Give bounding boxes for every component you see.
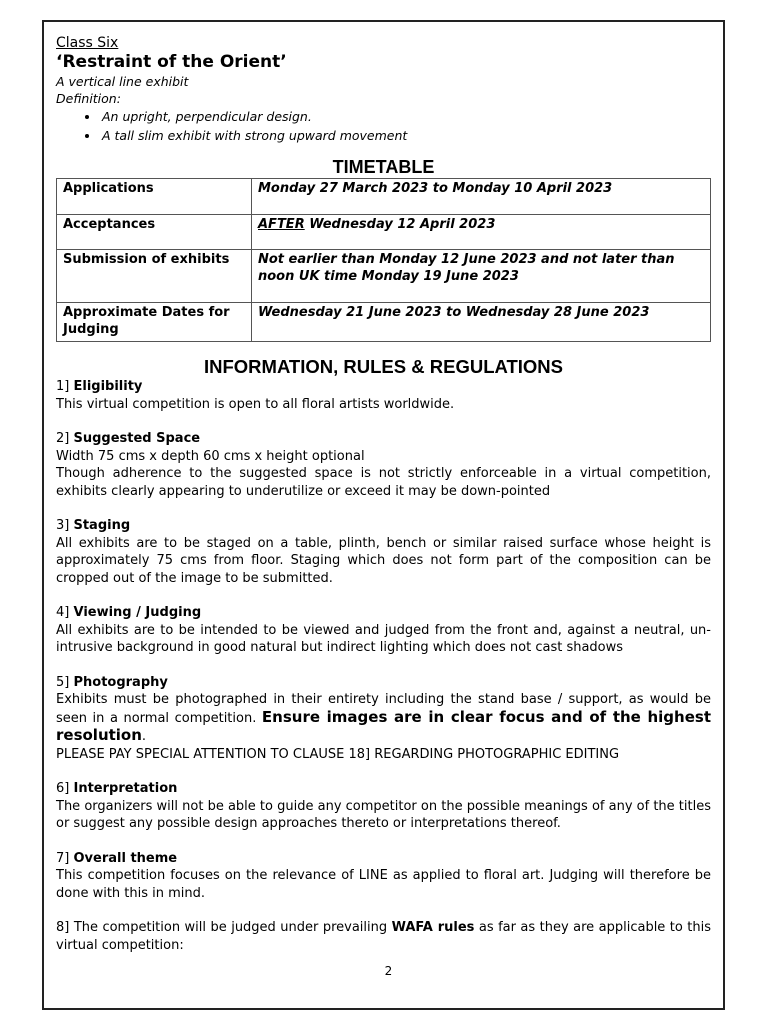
row-label: Submission of exhibits: [57, 250, 252, 303]
rule-staging: [56, 517, 711, 587]
document-body: [56, 34, 711, 954]
rule-number: 2]: [56, 431, 70, 446]
table-row: [57, 179, 711, 215]
row-value: Wednesday 21 June 2023 to Wednesday 28 June 2023: [252, 303, 711, 342]
rule-body-emphasis: Ensure images are in clear focus and of the highest resolution: [56, 707, 711, 744]
rule-wafa: [56, 919, 711, 954]
rule-body-2: PLEASE PAY SPECIAL ATTENTION TO CLAUSE 18] REGARDING PHOTOGRAPHIC EDITING: [56, 746, 620, 762]
rule-body-2: Though adherence to the suggested space is not strictly enforceable in a virtual competition, exhibits clearly appearing to underutilize or exceed it may be down-pointed: [56, 466, 711, 499]
wafa-rules-emphasis: WAFA rules: [391, 920, 475, 935]
page-number: 2: [384, 964, 393, 978]
after-emphasis: AFTER: [258, 217, 305, 232]
rule-body: [56, 691, 711, 746]
row-value-rest: Wednesday 12 April 2023: [304, 217, 496, 232]
row-value: Not earlier than Monday 12 June 2023 and not later than noon UK time Monday 19 June 2023: [252, 250, 711, 303]
row-value: [252, 215, 711, 250]
rule-body: The organizers will not be able to guide any competitor on the possible meanings of any of the titles or suggest any possible design approaches thereto or interpretations thereof.: [56, 798, 711, 831]
class-title: ‘Restraint of the Orient’: [56, 52, 287, 72]
rule-body: Width 75 cms x depth 60 cms x height optional: [56, 448, 365, 464]
rule-overall-theme: [56, 850, 711, 903]
rules-heading: INFORMATION, RULES & REGULATIONS: [203, 356, 564, 377]
rule-text-b: as far as they are applicable to this virtual competition:: [56, 920, 712, 953]
table-row: [57, 303, 711, 342]
rule-body: This competition focuses on the relevance of LINE as applied to floral art. Judging will therefore be done with this in mind.: [56, 868, 711, 901]
rule-number: 6]: [56, 781, 70, 796]
rule-body-end: .: [141, 729, 147, 744]
rule-body: This virtual competition is open to all floral artists worldwide.: [56, 396, 455, 412]
rule-heading: Eligibility: [73, 379, 143, 394]
rule-heading: Viewing / Judging: [73, 605, 202, 620]
rule-number: 8]: [56, 920, 70, 935]
table-row: [57, 250, 711, 303]
rule-body-text: Exhibits must be photographed in their entirety including the stand base / support, as would be seen in a normal competition.: [56, 692, 711, 726]
row-label: Acceptances: [57, 215, 252, 250]
rule-number: 5]: [56, 674, 70, 690]
timetable-heading: TIMETABLE: [332, 157, 435, 177]
row-label: Approximate Dates for Judging: [57, 303, 252, 342]
row-value: Monday 27 March 2023 to Monday 10 April 2023: [252, 179, 711, 215]
definition-item: • A tall slim exhibit with strong upward movement: [100, 126, 711, 145]
definition-label: Definition:: [56, 91, 121, 106]
rule-body: All exhibits are to be staged on a table, plinth, bench or similar raised surface whose height is approximately 75 cms from floor. Staging which does not form part of the composition can be cropped out of the image to be submitted.: [56, 535, 711, 586]
rule-number: 7]: [56, 850, 70, 866]
class-label: Class Six: [56, 35, 119, 51]
rule-heading: Interpretation: [73, 781, 178, 796]
rule-heading: Photography: [73, 674, 168, 690]
row-label: Applications: [57, 179, 252, 215]
rule-viewing-judging: [56, 604, 711, 657]
rule-text-a: The competition will be judged under prevailing: [73, 920, 392, 935]
table-row: [57, 215, 711, 250]
rule-eligibility: [56, 378, 711, 413]
rule-interpretation: [56, 780, 711, 833]
rule-number: 1]: [56, 379, 70, 394]
rule-heading: Staging: [73, 518, 131, 533]
timetable-table: [56, 178, 711, 342]
rule-body: All exhibits are to be intended to be viewed and judged from the front and, against a neutral, un-intrusive background in good natural but indirect lighting which does not cast shadows: [56, 622, 711, 655]
class-subtitle: A vertical line exhibit: [56, 74, 189, 89]
rule-heading: Suggested Space: [73, 431, 201, 446]
rule-number: 4]: [56, 605, 70, 620]
rule-heading: Overall theme: [73, 850, 178, 866]
rule-photography: [56, 674, 711, 764]
rule-number: 3]: [56, 518, 70, 533]
definition-item: • An upright, perpendicular design.: [100, 107, 711, 126]
definition-list: [56, 107, 711, 145]
rule-suggested-space: [56, 430, 711, 500]
